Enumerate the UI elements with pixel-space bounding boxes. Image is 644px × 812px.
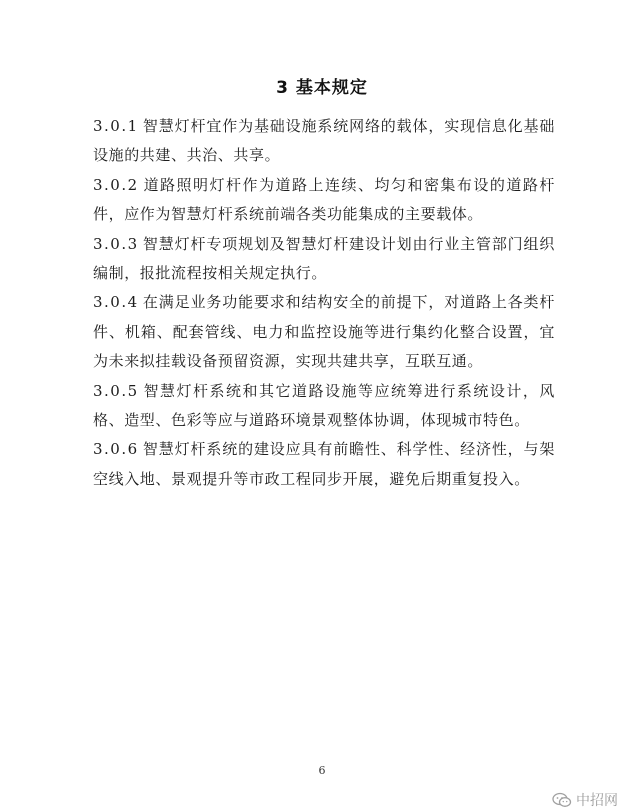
clause-number: 3.0.2 — [93, 175, 139, 194]
watermark-text: 中招网 — [576, 793, 618, 809]
clause-number: 3.0.4 — [93, 293, 139, 312]
clause-text: 在满足业务功能要求和结构安全的前提下，对道路上各类杆件、机箱、配套管线、电力和监控设施等进行集约化整合设置，宜为未来拟挂载设备预留资源，实现共建共享，互联互通。 — [93, 293, 555, 371]
clause-3-0-2 — [93, 171, 555, 230]
clause-text: 智慧灯杆宜作为基础设施系统网络的载体，实现信息化基础设施的共建、共治、共享。 — [93, 117, 555, 165]
clause-number: 3.0.5 — [93, 381, 139, 400]
clause-number: 3.0.6 — [93, 440, 139, 459]
clause-3-0-6 — [93, 435, 555, 494]
clause-number: 3.0.1 — [93, 117, 139, 135]
clause-text: 智慧灯杆系统的建设应具有前瞻性、科学性、经济性，与架空线入地、景观提升等市政工程同步开展，避免后期重复投入。 — [93, 440, 555, 488]
clause-list — [93, 112, 555, 494]
clause-3-0-4 — [93, 288, 555, 376]
clause-text: 道路照明灯杆作为道路上连续、均匀和密集布设的道路杆件，应作为智慧灯杆系统前端各类功能集成的主要载体。 — [93, 175, 555, 224]
wechat-icon — [552, 792, 572, 808]
section-title: 3 基本规定 — [276, 78, 368, 98]
watermark — [552, 790, 618, 810]
clause-text: 智慧灯杆系统和其它道路设施等应统筹进行系统设计，风格、造型、色彩等应与道路环境景观整体协调，体现城市特色。 — [93, 381, 555, 430]
clause-3-0-5 — [93, 377, 555, 436]
clause-text: 智慧灯杆专项规划及智慧灯杆建设计划由行业主管部门组织编制，报批流程按相关规定执行。 — [93, 234, 555, 283]
clause-3-0-3 — [93, 230, 555, 289]
clause-number: 3.0.3 — [93, 234, 139, 253]
clause-3-0-1 — [93, 112, 555, 171]
page-number: 6 — [318, 764, 326, 777]
